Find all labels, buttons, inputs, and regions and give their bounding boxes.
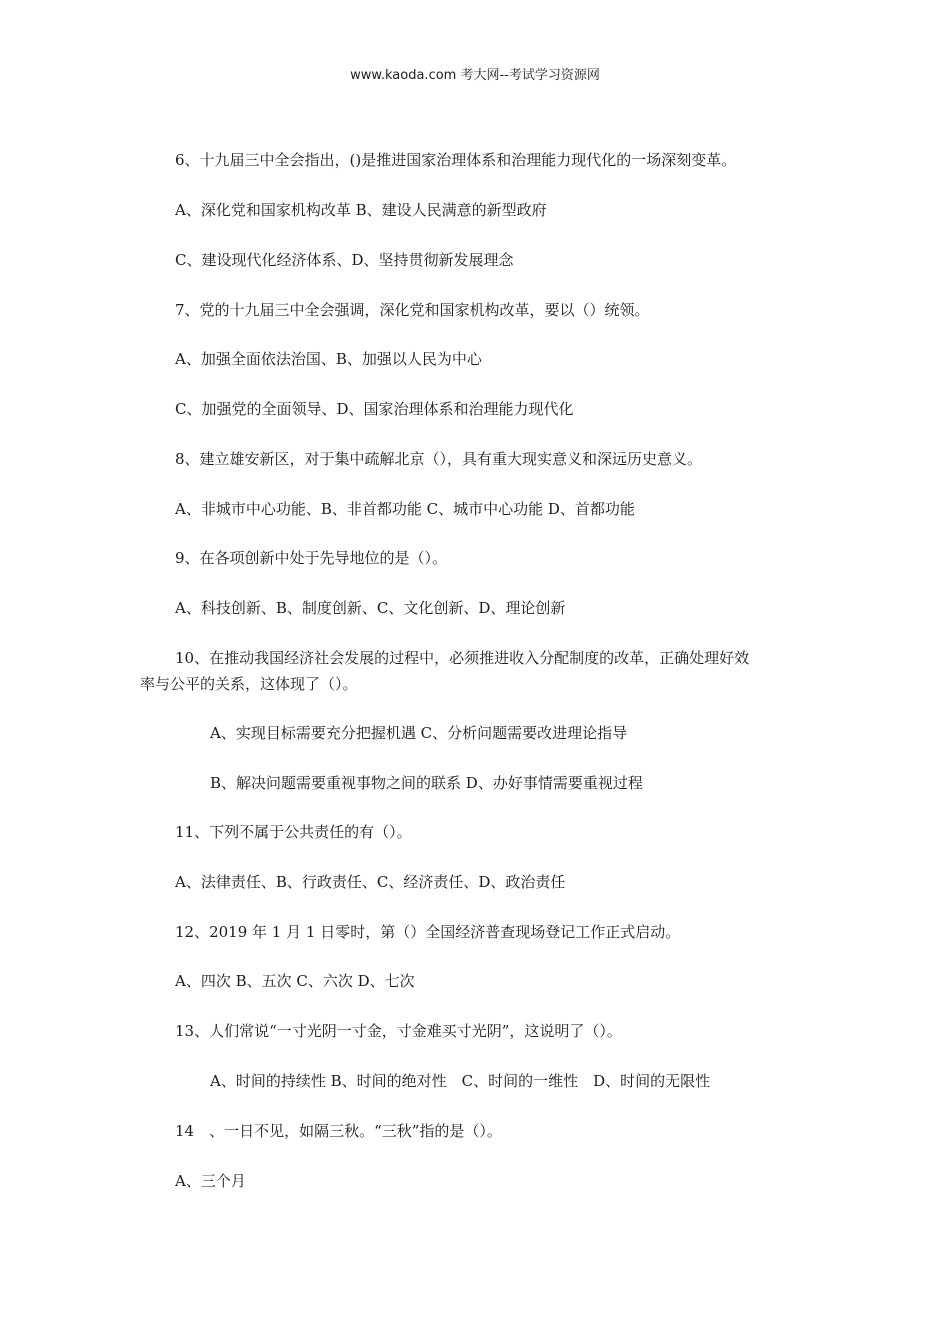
options-13: A、时间的持续性 B、时间的绝对性 C、时间的一维性 D、时间的无限性 bbox=[210, 1072, 711, 1090]
question-9: 9、在各项创新中处于先导地位的是（）。 bbox=[175, 549, 448, 567]
question-8: 8、建立雄安新区，对于集中疏解北京（），具有重大现实意义和深远历史意义。 bbox=[175, 450, 703, 468]
question-6: 6、十九届三中全会指出，()是推进国家治理体系和治理能力现代化的一场深刻变革。 bbox=[175, 151, 737, 169]
question-10-continued: 率与公平的关系，这体现了（）。 bbox=[140, 675, 358, 693]
options-6a: A、深化党和国家机构改革 B、建设人民满意的新型政府 bbox=[175, 201, 547, 219]
question-11: 11、下列不属于公共责任的有（）。 bbox=[175, 823, 412, 841]
options-7b: C、加强党的全面领导、D、国家治理体系和治理能力现代化 bbox=[175, 400, 574, 418]
question-12: 12、2019 年 1 月 1 日零时，第（）全国经济普查现场登记工作正式启动。 bbox=[175, 923, 681, 941]
options-8: A、非城市中心功能、B、非首都功能 C、城市中心功能 D、首都功能 bbox=[175, 500, 635, 518]
options-12: A、四次 B、五次 C、六次 D、七次 bbox=[175, 972, 415, 990]
question-13: 13、人们常说“一寸光阴一寸金，寸金难买寸光阴”，这说明了（）。 bbox=[175, 1022, 622, 1040]
question-7: 7、党的十九届三中全会强调，深化党和国家机构改革，要以（）统领。 bbox=[175, 301, 650, 319]
question-10: 10、在推动我国经济社会发展的过程中，必须推进收入分配制度的改革，正确处理好效 bbox=[175, 649, 750, 667]
options-10a: A、实现目标需要充分把握机遇 C、分析问题需要改进理论指导 bbox=[210, 724, 628, 742]
question-14: 14 、一日不见，如隔三秋。“三秋”指的是（）。 bbox=[175, 1122, 502, 1140]
page-header: www.kaoda.com 考大网--考试学习资源网 bbox=[350, 68, 600, 83]
options-6b: C、建设现代化经济体系、D、坚持贯彻新发展理念 bbox=[175, 251, 514, 269]
options-14: A、三个月 bbox=[175, 1172, 246, 1190]
options-11: A、法律责任、B、行政责任、C、经济责任、D、政治责任 bbox=[175, 873, 566, 891]
options-10b: B、解决问题需要重视事物之间的联系 D、办好事情需要重视过程 bbox=[210, 774, 643, 792]
options-7a: A、加强全面依法治国、B、加强以人民为中心 bbox=[175, 350, 482, 368]
options-9: A、科技创新、B、制度创新、C、文化创新、D、理论创新 bbox=[175, 599, 566, 617]
